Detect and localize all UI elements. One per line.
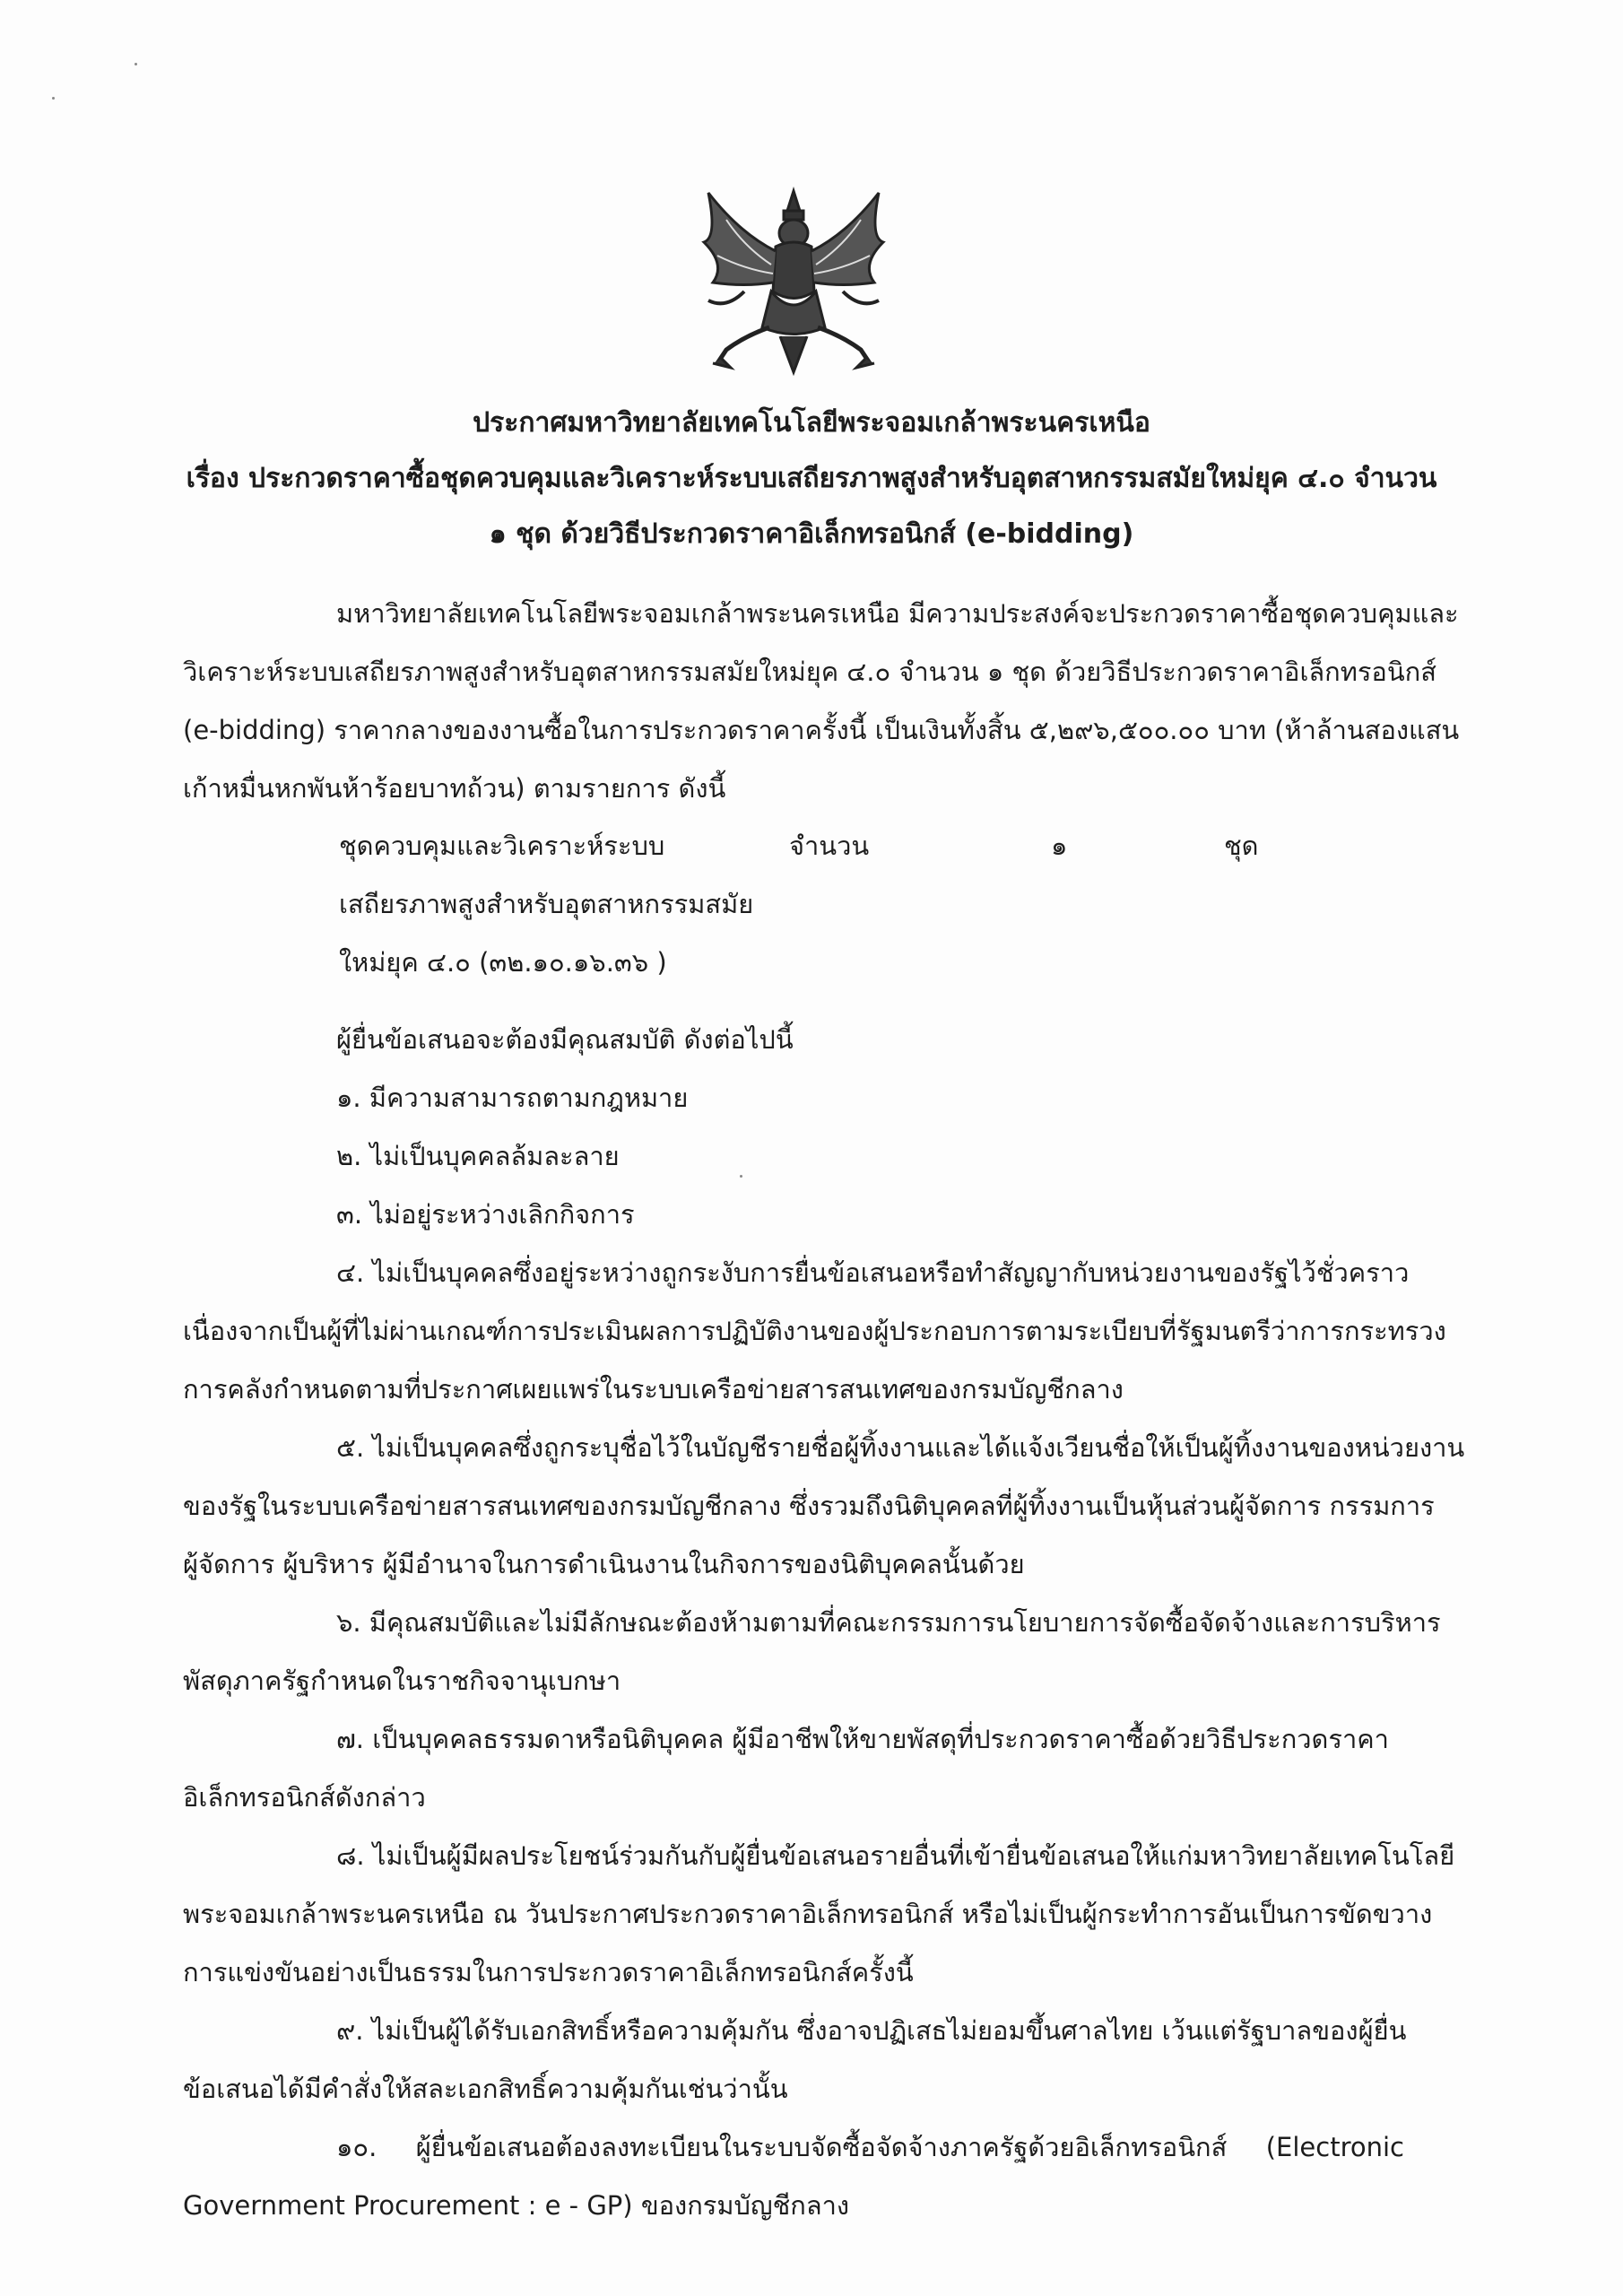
subject-line: ๑ ชุด ด้วยวิธีประกวดราคาอิเล็กทรอนิกส์ (e-bidding) [489,518,1134,550]
qualification-line: ข้อเสนอได้มีคำสั่งให้สละเอกสิทธิ์ความคุ้มกันเช่นว่านั้น [183,2074,788,2104]
qualification-item: ๖. มีคุณสมบัติและไม่มีลักษณะต้องห้ามตามที่คณะกรรมการนโยบายการจัดซื้อจัดจ้างและการบริหาร [336,1607,1441,1638]
qualification-item: ๓. ไม่อยู่ระหว่างเลิกกิจการ [336,1199,635,1230]
qualification-line: พระจอมเกล้าพระนครเหนือ ณ วันประกาศประกวดราคาอิเล็กทรอนิกส์ หรือไม่เป็นผู้กระทำการอันเป็นการขัดขวาง [183,1899,1433,1929]
item-name-line: เสถียรภาพสูงสำหรับอุตสาหกรรมสมัย [339,889,754,919]
qualification-item: ๔. ไม่เป็นบุคคลซึ่งอยู่ระหว่างถูกระงับการยื่นข้อเสนอหรือทำสัญญากับหน่วยงานของรัฐไว้ชั่วคราว [336,1257,1410,1288]
qualification-line: อิเล็กทรอนิกส์ดังกล่าว [183,1782,426,1813]
qualification-item: ๑๐. ผู้ยื่นข้อเสนอต้องลงทะเบียนในระบบจัดซื้อจัดจ้างภาครัฐด้วยอิเล็กทรอนิกส์ (Electronic [336,2132,1404,2162]
scan-speck [740,1175,742,1178]
qualification-item: ๒. ไม่เป็นบุคคลล้มละลาย [336,1141,620,1171]
qualification-line: การคลังกำหนดตามที่ประกาศเผยแพร่ในระบบเครือข่ายสารสนเทศของกรมบัญชีกลาง [183,1374,1124,1405]
intro-line: มหาวิทยาลัยเทคโนโลยีพระจอมเกล้าพระนครเหนือ มีความประสงค์จะประกวดราคาซื้อชุดควบคุมและ [336,598,1459,629]
intro-line: เก้าหมื่นหกพันห้าร้อยบาทถ้วน) ตามรายการ ดังนี้ [183,773,726,804]
item-name-line: ใหม่ยุค ๔.๐ (๓๒.๑๐.๑๖.๓๖ ) [339,947,667,978]
qualification-line: Government Procurement : e - GP) ของกรมบัญชีกลาง [183,2190,850,2221]
qualification-item: ๘. ไม่เป็นผู้มีผลประโยชน์ร่วมกันกับผู้ยื่นข้อเสนอรายอื่นที่เข้ายื่นข้อเสนอให้แก่มหาวิทยาลัยเทคโนโลยี [336,1840,1455,1871]
item-qty-label: จำนวน [789,831,870,861]
intro-line: (e-bidding) ราคากลางของงานซื้อในการประกวดราคาครั้งนี้ เป็นเงินทั้งสิ้น ๕,๒๙๖,๕๐๐.๐๐ บาท (ห้าล้านสองแสน [183,715,1460,745]
qualification-line: ของรัฐในระบบเครือข่ายสารสนเทศของกรมบัญชีกลาง ซึ่งรวมถึงนิติบุคคลที่ผู้ทิ้งงานเป็นหุ้นส่วนผู้จัดการ กรรมการ [183,1491,1435,1521]
qualification-line: ผู้จัดการ ผู้บริหาร ผู้มีอำนาจในการดำเนินงานในกิจการของนิติบุคคลนั้นด้วย [183,1549,1025,1579]
announcement-title: ประกาศมหาวิทยาลัยเทคโนโลยีพระจอมเกล้าพระนครเหนือ [473,407,1150,439]
qualification-line: การแข่งขันอย่างเป็นธรรมในการประกวดราคาอิเล็กทรอนิกส์ครั้งนี้ [183,1957,914,1987]
scan-speck [135,63,137,65]
intro-line: วิเคราะห์ระบบเสถียรภาพสูงสำหรับอุตสาหกรรมสมัยใหม่ยุค ๔.๐ จำนวน ๑ ชุด ด้วยวิธีประกวดราคาอิเล็กทรอนิกส์ [183,657,1436,687]
qualification-item: ๙. ไม่เป็นผู้ได้รับเอกสิทธิ์หรือความคุ้มกัน ซึ่งอาจปฏิเสธไม่ยอมขึ้นศาลไทย เว้นแต่รัฐบาลของผู้ยื่น [336,2015,1407,2046]
garuda-emblem-icon [690,184,897,377]
qualification-line: เนื่องจากเป็นผู้ที่ไม่ผ่านเกณฑ์การประเมินผลการปฏิบัติงานของผู้ประกอบการตามระเบียบที่รัฐมนตรีว่าการกระทรวง [183,1316,1446,1346]
subject-line: เรื่อง ประกวดราคาซื้อชุดควบคุมและวิเคราะห์ระบบเสถียรภาพสูงสำหรับอุตสาหกรรมสมัยใหม่ยุค ๔.๐ จำนวน [186,463,1437,494]
qualifications-heading: ผู้ยื่นข้อเสนอจะต้องมีคุณสมบัติ ดังต่อไปนี้ [336,1024,794,1055]
item-unit: ชุด [1224,831,1259,861]
qualification-line: พัสดุภาครัฐกำหนดในราชกิจจานุเบกษา [183,1665,621,1696]
qualification-item: ๕. ไม่เป็นบุคคลซึ่งถูกระบุชื่อไว้ในบัญชีรายชื่อผู้ทิ้งงานและได้แจ้งเวียนชื่อให้เป็นผู้ทิ้งงานของหน่วยงาน [336,1432,1465,1463]
scan-speck [52,97,55,100]
item-name-line: ชุดควบคุมและวิเคราะห์ระบบ [339,831,665,861]
qualification-item: ๑. มีความสามารถตามกฎหมาย [336,1083,689,1113]
qualification-item: ๗. เป็นบุคคลธรรมดาหรือนิติบุคคล ผู้มีอาชีพให้ขายพัสดุที่ประกวดราคาซื้อด้วยวิธีประกวดราคา [336,1724,1389,1754]
item-qty: ๑ [1051,831,1068,861]
